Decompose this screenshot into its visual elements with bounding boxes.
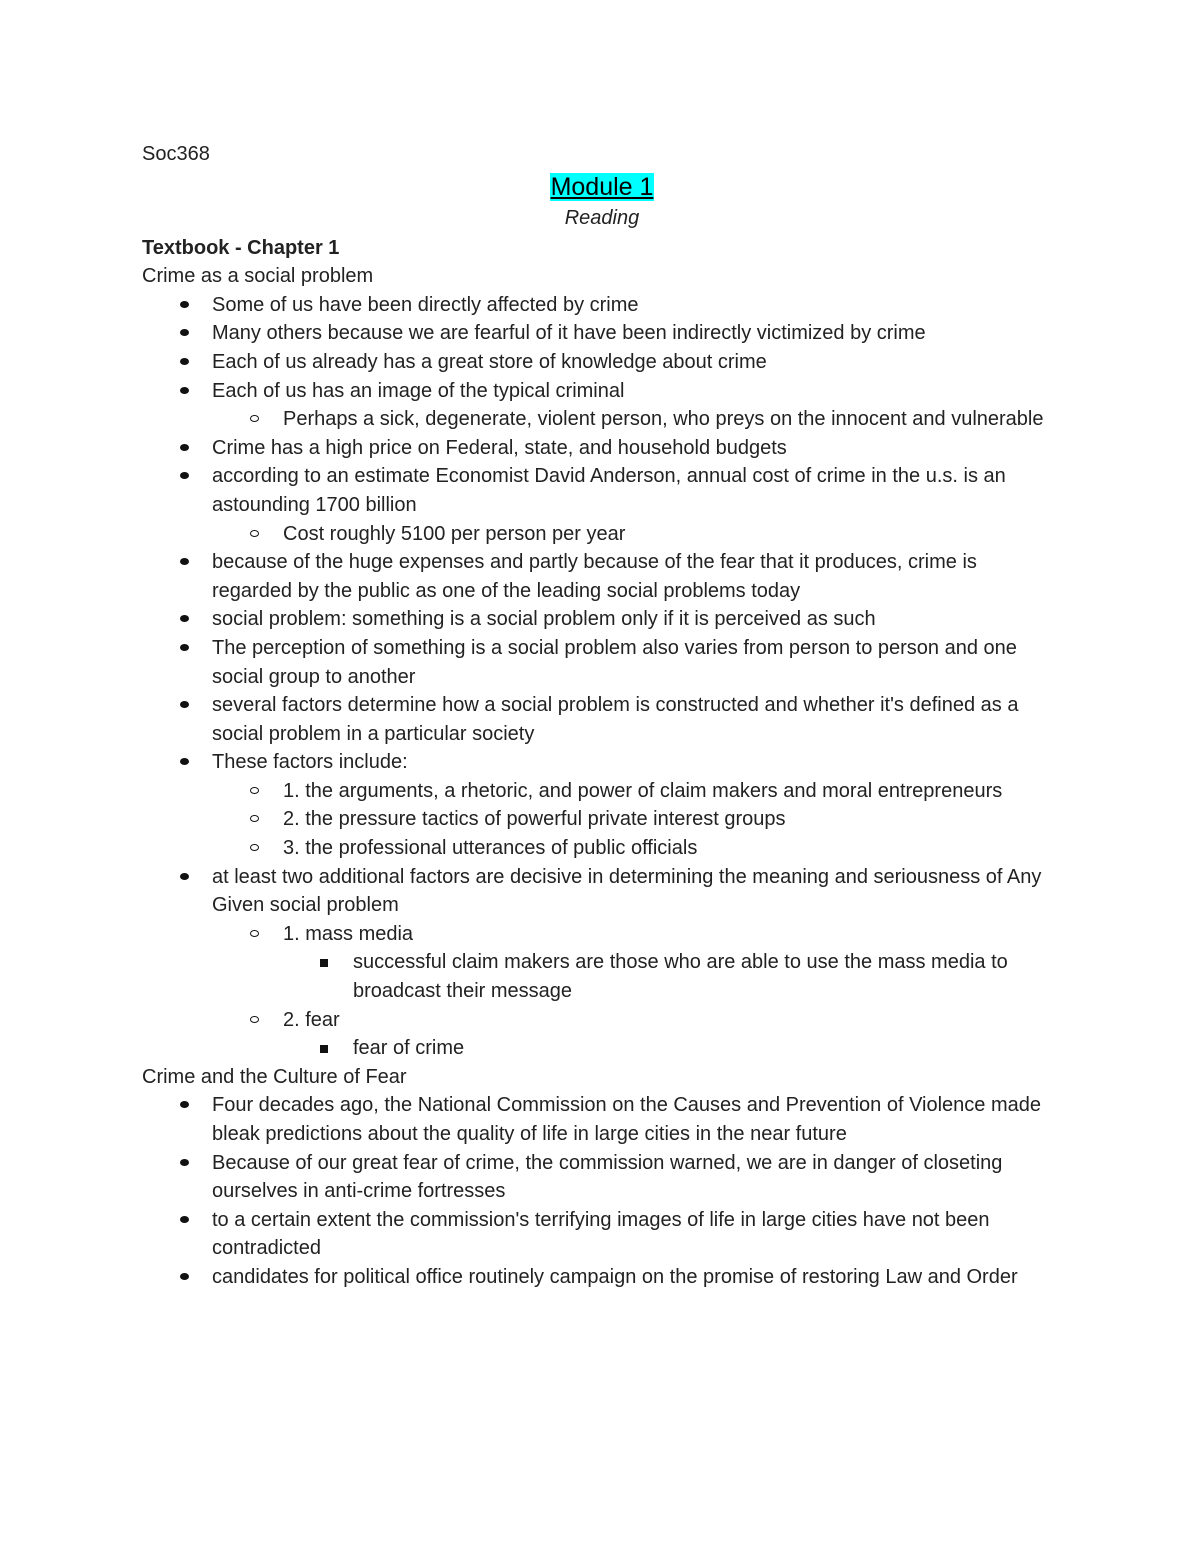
bullet-disc-icon — [180, 472, 189, 479]
list-item — [142, 1091, 1062, 1148]
list-item-text: Because of our great fear of crime, the commission warned, we are in danger of closeting ourselves in anti-crime fortresses — [212, 1151, 1003, 1203]
list-item — [142, 1006, 1062, 1035]
bullet-circle-icon — [250, 815, 259, 822]
list-item-text: These factors include: — [212, 751, 408, 774]
section-title: Crime as a social problem — [142, 265, 374, 288]
list-item — [142, 291, 1062, 320]
list-item-text: successful claim makers are those who are able to use the mass media to broadcast their message — [353, 951, 1008, 1003]
list-item — [142, 834, 1062, 863]
bullet-disc-icon — [180, 644, 189, 651]
bullet-circle-icon — [250, 415, 259, 422]
list-item-text: Each of us already has a great store of knowledge about crime — [212, 350, 767, 373]
list-item — [142, 1206, 1062, 1263]
document-content — [142, 140, 1062, 1292]
list-item — [142, 634, 1062, 691]
page-title — [142, 170, 1062, 204]
list-item — [142, 434, 1062, 463]
list-item-text: social problem: something is a social problem only if it is perceived as such — [212, 608, 876, 631]
list-item-text: 3. the professional utterances of public officials — [283, 837, 698, 860]
bullet-square-icon — [320, 959, 328, 967]
bullet-disc-icon — [180, 1273, 189, 1280]
bullet-disc-icon — [180, 358, 189, 365]
list-item — [142, 748, 1062, 777]
list-item-text: candidates for political office routinely campaign on the promise of restoring Law and Order — [212, 1265, 1018, 1288]
bullet-list — [142, 291, 1062, 1063]
list-item — [142, 1263, 1062, 1292]
list-item — [142, 405, 1062, 434]
bullet-disc-icon — [180, 758, 189, 765]
list-item-text: Perhaps a sick, degenerate, violent person, who preys on the innocent and vulnerable — [283, 408, 1044, 431]
section-title: Crime and the Culture of Fear — [142, 1065, 407, 1088]
list-item — [142, 863, 1062, 920]
list-item — [142, 777, 1062, 806]
bullet-disc-icon — [180, 444, 189, 451]
list-item-text: 2. fear — [283, 1008, 340, 1031]
bullet-disc-icon — [180, 873, 189, 880]
bullet-list — [142, 1091, 1062, 1291]
list-item — [142, 1034, 1062, 1063]
list-item-text: according to an estimate Economist David Anderson, annual cost of crime in the u.s. is an astounding 1700 billion — [212, 465, 1006, 516]
list-item — [142, 1149, 1062, 1206]
bullet-circle-icon — [250, 930, 259, 937]
list-item — [142, 319, 1062, 348]
list-item-text: fear of crime — [353, 1037, 465, 1060]
list-item-text: Each of us has an image of the typical criminal — [212, 379, 625, 402]
bullet-disc-icon — [180, 558, 189, 565]
list-item — [142, 520, 1062, 549]
bullet-circle-icon — [250, 530, 259, 537]
list-item-text: The perception of something is a social problem also varies from person to person and one social group to another — [212, 636, 1017, 688]
course-code: Soc368 — [142, 143, 210, 165]
list-item-text: Four decades ago, the National Commission on the Causes and Prevention of Violence made bleak predictions about the quality of life in large cities in the near future — [212, 1094, 1042, 1145]
bullet-disc-icon — [180, 1216, 189, 1223]
bullet-disc-icon — [180, 1159, 189, 1166]
bullet-disc-icon — [180, 1101, 189, 1108]
bullet-disc-icon — [180, 701, 189, 708]
list-item — [142, 377, 1062, 406]
chapter-heading: Textbook - Chapter 1 — [142, 236, 340, 259]
list-item-text: because of the huge expenses and partly because of the fear that it produces, crime is regarded by the public as one of the leading social problems today — [212, 551, 977, 602]
subtitle: Reading — [564, 206, 640, 229]
bullet-square-icon — [320, 1045, 328, 1053]
list-item — [142, 805, 1062, 834]
list-item-text: several factors determine how a social problem is constructed and whether it's defined as a social problem in a particular society — [212, 694, 1019, 745]
list-item-text: Crime has a high price on Federal, state, and household budgets — [212, 436, 787, 459]
list-item — [142, 948, 1062, 1005]
list-item-text: 1. mass media — [283, 922, 414, 945]
list-item-text: to a certain extent the commission's terrifying images of life in large cities have not been contradicted — [212, 1208, 990, 1260]
list-item-text: 2. the pressure tactics of powerful private interest groups — [283, 808, 786, 831]
title-highlight: Module 1 — [550, 172, 654, 201]
bullet-circle-icon — [250, 844, 259, 851]
list-item — [142, 920, 1062, 949]
bullet-disc-icon — [180, 387, 189, 394]
list-item-text: 1. the arguments, a rhetoric, and power of claim makers and moral entrepreneurs — [283, 779, 1003, 802]
list-item — [142, 462, 1062, 519]
bullet-circle-icon — [250, 787, 259, 794]
list-item — [142, 605, 1062, 634]
list-item-text: Cost roughly 5100 per person per year — [283, 522, 626, 545]
list-item-text: at least two additional factors are decisive in determining the meaning and seriousness of Any Given social problem — [212, 865, 1042, 917]
bullet-disc-icon — [180, 329, 189, 336]
bullet-disc-icon — [180, 615, 189, 622]
list-item-text: Some of us have been directly affected by crime — [212, 293, 639, 316]
list-item — [142, 548, 1062, 605]
list-item — [142, 348, 1062, 377]
bullet-disc-icon — [180, 301, 189, 308]
list-item-text: Many others because we are fearful of it have been indirectly victimized by crime — [212, 322, 926, 345]
list-item — [142, 691, 1062, 748]
bullet-circle-icon — [250, 1016, 259, 1023]
